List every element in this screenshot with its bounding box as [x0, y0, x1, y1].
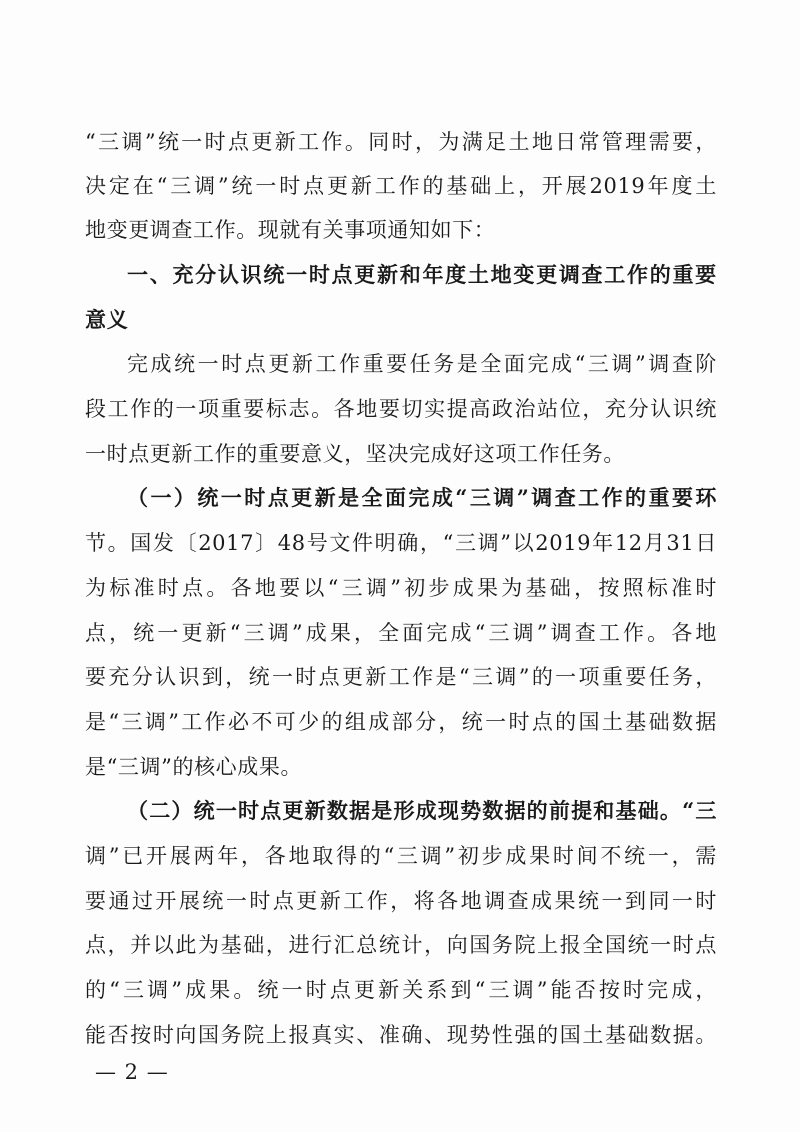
paragraph-line: 节。国发〔2017〕48号文件明确，“三调”以2019年12月31日 — [85, 531, 717, 555]
subsection-heading-line: （一）统一时点更新是全面完成“三调”调查工作的重要环 — [127, 485, 717, 510]
subsection-heading-line: （二）统一时点更新数据是形成现势数据的前提和基础。“三 — [127, 798, 717, 823]
paragraph-line: 地变更调查工作。现就有关事项通知如下： — [85, 218, 496, 242]
paragraph-line: 点，并以此为基础，进行汇总统计，向国务院上报全国统一时点 — [85, 933, 717, 957]
paragraph-line: 能否按时向国务院上报真实、准确、现势性强的国土基础数据。 — [85, 1023, 717, 1047]
paragraph-line: 的“三调”成果。统一时点更新关系到“三调”能否按时完成， — [85, 978, 717, 1002]
paragraph-line: 要通过开展统一时点更新工作，将各地调查成果统一到同一时 — [85, 889, 717, 913]
paragraph-line: 段工作的一项重要标志。各地要切实提高政治站位，充分认识统 — [85, 397, 717, 421]
paragraph-line: 点，统一更新“三调”成果，全面完成“三调”调查工作。各地 — [85, 621, 717, 645]
paragraph-line: 是“三调”的核心成果。 — [85, 755, 303, 779]
paragraph-line: 要充分认识到，统一时点更新工作是“三调”的一项重要任务， — [85, 665, 717, 689]
section-heading: 意义 — [85, 308, 129, 332]
paragraph-line: 一时点更新工作的重要意义，坚决完成好这项工作任务。 — [85, 442, 625, 466]
paragraph-line: 为标准时点。各地要以“三调”初步成果为基础，按照标准时 — [85, 576, 717, 600]
paragraph-line: 调”已开展两年，各地取得的“三调”初步成果时间不统一，需 — [85, 844, 717, 868]
paragraph-line: 是“三调”工作必不可少的组成部分，统一时点的国土基础数据 — [85, 710, 717, 734]
paragraph-line: 完成统一时点更新工作重要任务是全面完成“三调”调查阶 — [127, 352, 717, 376]
paragraph-line: 决定在“三调”统一时点更新工作的基础上，开展2019年度土 — [85, 174, 717, 198]
page-number: — 2 — — [95, 1060, 169, 1084]
paragraph-line: “三调”统一时点更新工作。同时，为满足土地日常管理需要， — [85, 130, 717, 154]
section-heading: 一、充分认识统一时点更新和年度土地变更调查工作的重要 — [127, 263, 717, 287]
